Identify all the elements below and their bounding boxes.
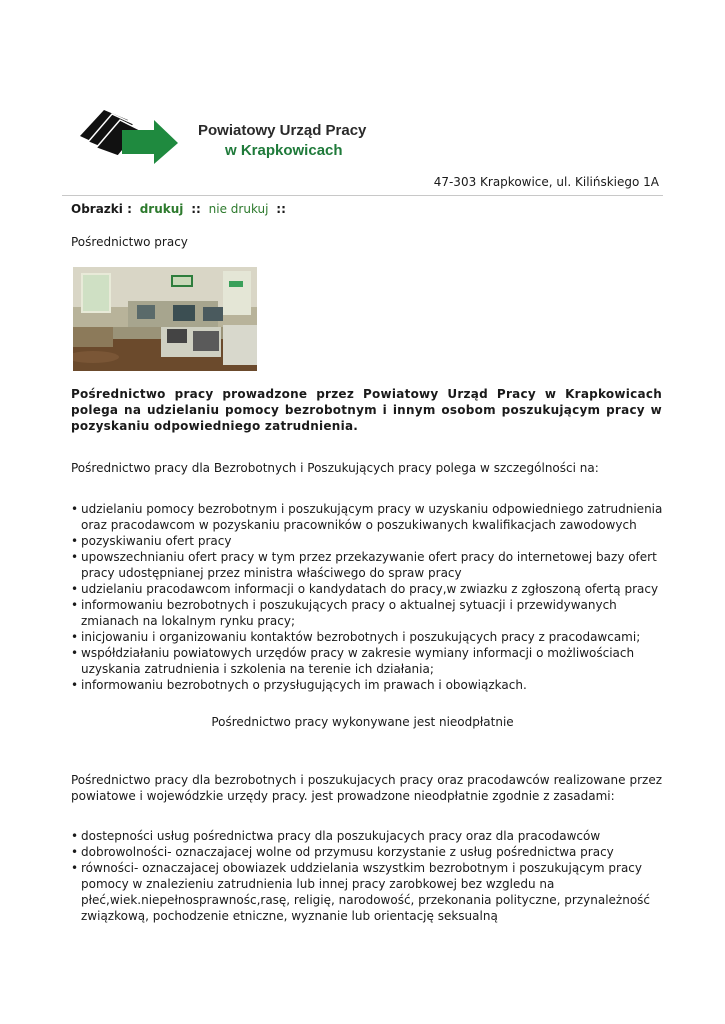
- separator: ::: [191, 202, 201, 216]
- list-item: • udzielaniu pomocy bezrobotnym i poszukującym pracy w uzyskaniu odpowiedniego zatrudnienia oraz pracodawcom w pozyskaniu pracowników o poszukiwanych kwalifikacjach zawodowych: [71, 501, 671, 533]
- office-photo: [73, 267, 257, 371]
- no-print-images-link[interactable]: nie drukuj: [208, 202, 269, 216]
- images-toggle: [71, 202, 290, 216]
- list-item: • dobrowolności- oznaczajacej wolne od przymusu korzystanie z usług pośrednictwa pracy: [71, 844, 671, 860]
- logo-subtitle: w Krapkowicach: [225, 142, 343, 159]
- print-images-link[interactable]: drukuj: [139, 202, 184, 216]
- logo-arrow-icon: [78, 106, 193, 166]
- services-list: [71, 501, 671, 693]
- office-address: 47-303 Krapkowice, ul. Kilińskiego 1A: [433, 175, 659, 189]
- logo-title: Powiatowy Urząd Pracy: [198, 122, 367, 139]
- office-logo: [78, 106, 367, 166]
- list-item: • upowszechnianiu ofert pracy w tym przez przekazywanie ofert pracy do internetowej bazy ofert pracy udostępnianej przez ministra właściwego do spraw pracy: [71, 549, 671, 581]
- principles-paragraph: Pośrednictwo pracy dla bezrobotnych i poszukujacych pracy oraz pracodawców realizowane przez powiatowe i wojewódzkie urzędy pracy. jest prowadzone nieodpłatnie zgodnie z zasadami:: [71, 773, 662, 803]
- list-item: • współdziałaniu powiatowych urzędów pracy w zakresie wymiany informacji o możliwościach uzyskania zatrudnienia i szkolenia na terenie ich działania;: [71, 645, 671, 677]
- list-item: • pozyskiwaniu ofert pracy: [71, 533, 671, 549]
- free-of-charge-note: Pośrednictwo pracy wykonywane jest nieodpłatnie: [211, 715, 514, 729]
- lead-paragraph: Pośrednictwo pracy prowadzone przez Powiatowy Urząd Pracy w Krapkowicach polega na udzielaniu pomocy bezrobotnym i innym osobom poszukującym pracy w pozyskaniu odpowiedniego zatrudnienia.: [71, 387, 662, 433]
- list-item: • dostepności usług pośrednictwa pracy dla poszukujacych pracy oraz dla pracodawców: [71, 828, 671, 844]
- page-title: Pośrednictwo pracy: [71, 235, 188, 249]
- list-item: • równości- oznaczajacej obowiazek uddzielania wszystkim bezrobotnym i poszukującym pracy pomocy w znalezieniu zatrudnienia lub innej pracy zarobkowej bez wzgledu na płeć,wiek.niepełnosprawnośc,rasę, religię, narodowość, przekonania polityczne, przynależność związkową, pochodzenie etniczne, wyznanie lub orientację seksualną: [71, 860, 671, 924]
- list-item: • inicjowaniu i organizowaniu kontaktów bezrobotnych i poszukujących pracy z pracodawcami;: [71, 629, 671, 645]
- intro-text: Pośrednictwo pracy dla Bezrobotnych i Poszukujących pracy polega w szczególności na:: [71, 461, 599, 475]
- principles-list: [71, 828, 671, 924]
- list-item: • informowaniu bezrobotnych i poszukujących pracy o aktualnej sytuacji i przewidywanych zmianach na lokalnym rynku pracy;: [71, 597, 671, 629]
- list-item: • informowaniu bezrobotnych o przysługujących im prawach i obowiązkach.: [71, 677, 671, 693]
- list-item: • udzielaniu pracodawcom informacji o kandydatach do pracy,w zwiazku z zgłoszoną ofertą pracy: [71, 581, 671, 597]
- separator: ::: [276, 202, 286, 216]
- images-toggle-label: Obrazki :: [71, 202, 132, 216]
- header-divider: [62, 195, 663, 196]
